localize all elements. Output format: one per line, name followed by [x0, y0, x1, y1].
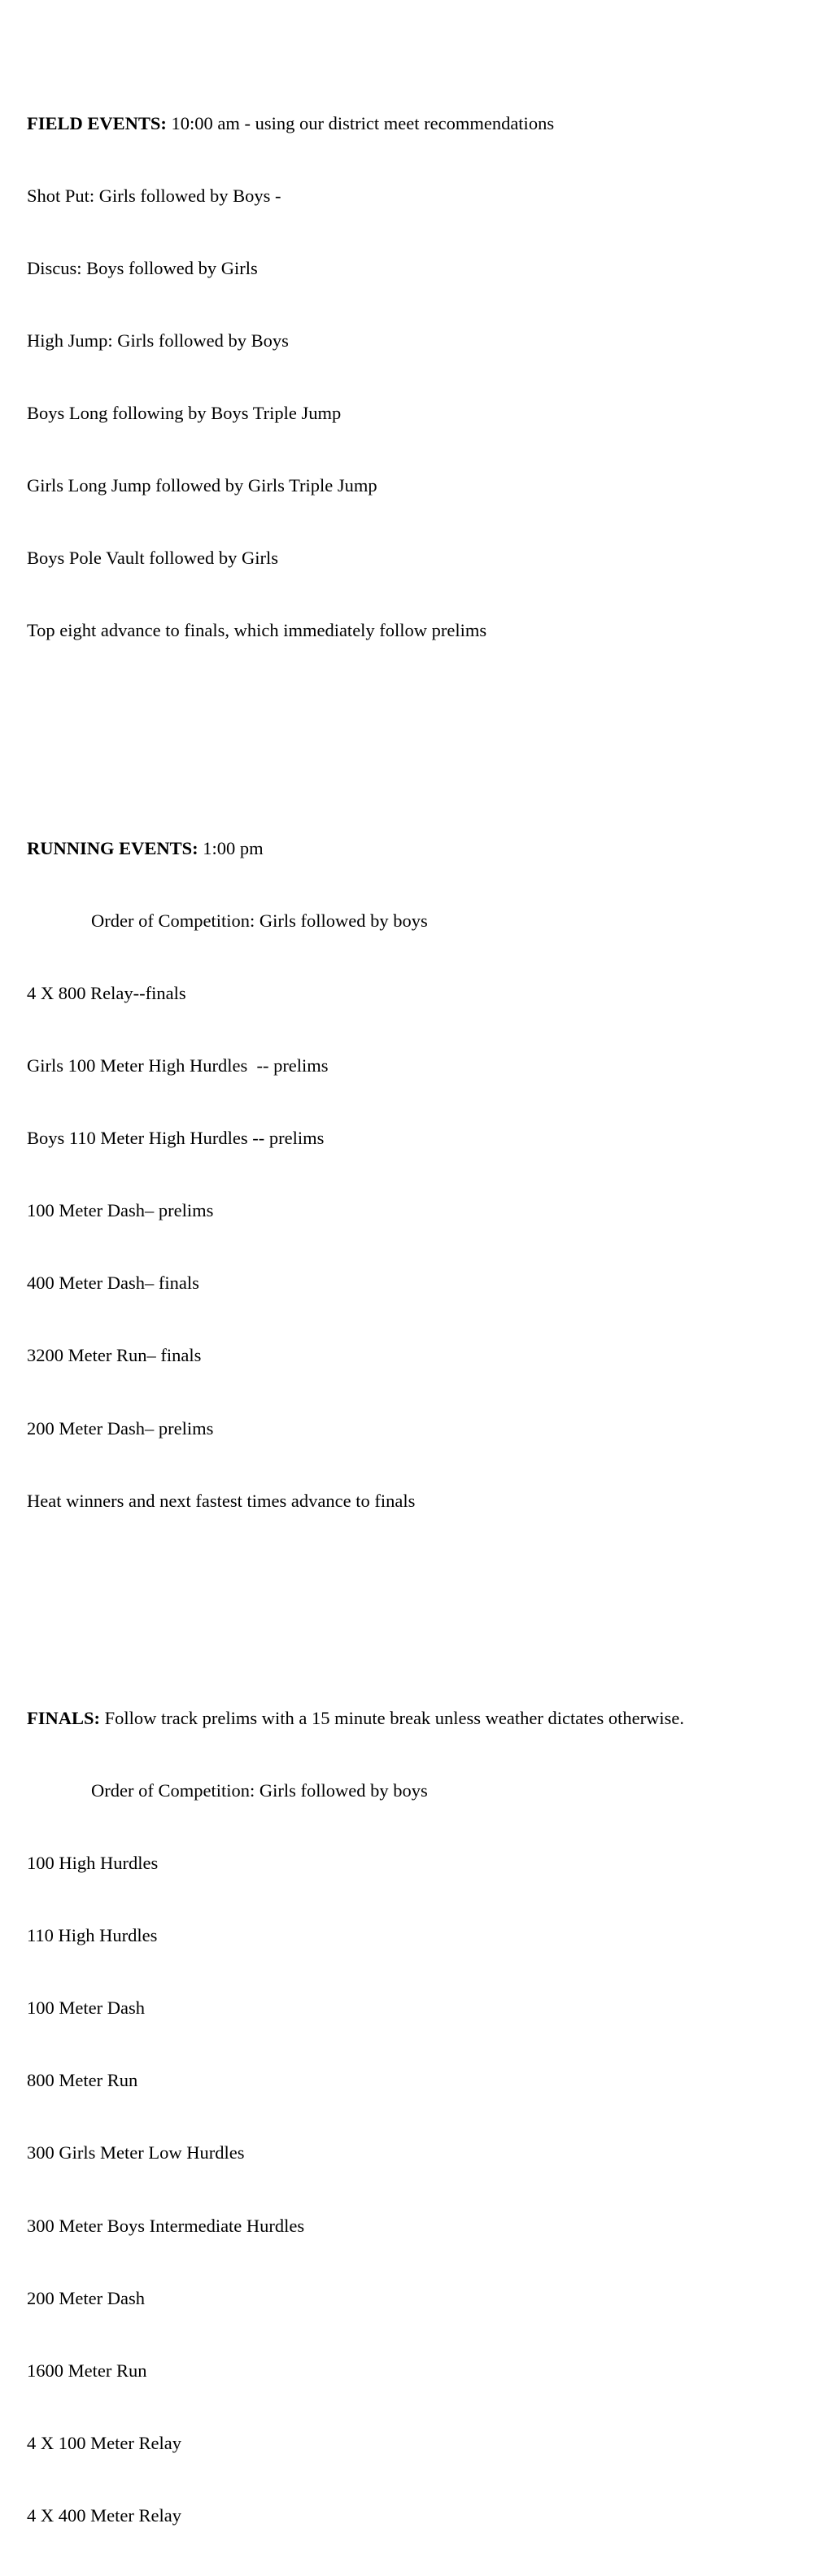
running-event-line: 100 Meter Dash– prelims	[27, 1200, 214, 1221]
running-event-line: 3200 Meter Run– finals	[27, 1345, 202, 1366]
finals-event-line: 4 X 100 Meter Relay	[27, 2432, 181, 2453]
section-spacer	[27, 715, 825, 740]
finals-event-line: 1600 Meter Run	[27, 2360, 147, 2381]
running-event-line: 4 X 800 Relay--finals	[27, 982, 186, 1003]
finals-event-line: 100 High Hurdles	[27, 1853, 159, 1874]
field-events-heading-text: 10:00 am - using our district meet recommendations	[166, 112, 555, 133]
finals-event-line: 300 Girls Meter Low Hurdles	[27, 2142, 245, 2163]
running-event-note: Heat winners and next fastest times advance to finals	[27, 1490, 416, 1511]
field-event-line: Girls Long Jump followed by Girls Triple Jump	[27, 475, 377, 496]
field-event-line: High Jump: Girls followed by Boys	[27, 330, 289, 351]
field-events-heading-line	[27, 111, 825, 136]
running-events-heading: RUNNING EVENTS:	[27, 837, 198, 858]
finals-event-line: 4 X 400 Meter Relay	[27, 2504, 181, 2526]
finals-heading: FINALS:	[27, 1707, 101, 1728]
field-events-heading: FIELD EVENTS:	[27, 112, 167, 133]
finals-event-line: 200 Meter Dash	[27, 2287, 145, 2308]
finals-event-line: 800 Meter Run	[27, 2070, 138, 2091]
field-event-line: Boys Long following by Boys Triple Jump	[27, 403, 342, 424]
field-event-line: Shot Put: Girls followed by Boys -	[27, 185, 281, 206]
finals-event-line: 300 Meter Boys Intermediate Hurdles	[27, 2215, 305, 2236]
running-event-line: 400 Meter Dash– finals	[27, 1273, 199, 1294]
running-order-of-competition: Order of Competition: Girls followed by boys	[91, 910, 428, 931]
field-event-note: Top eight advance to finals, which immediately follow prelims	[27, 620, 487, 641]
finals-order-of-competition: Order of Competition: Girls followed by boys	[91, 1780, 428, 1801]
finals-heading-line	[27, 1706, 825, 1731]
running-event-line: 200 Meter Dash– prelims	[27, 1417, 214, 1439]
section-spacer	[27, 1585, 825, 1609]
field-event-line: Discus: Boys followed by Girls	[27, 258, 258, 278]
finals-event-line: 110 High Hurdles	[27, 1925, 158, 1946]
finals-heading-text: Follow track prelims with a 15 minute break unless weather dictates otherwise.	[100, 1707, 684, 1728]
running-events-heading-line	[27, 836, 825, 861]
running-event-line: Boys 110 Meter High Hurdles -- prelims	[27, 1128, 325, 1149]
field-event-line: Boys Pole Vault followed by Girls	[27, 548, 278, 569]
running-events-heading-text: 1:00 pm	[198, 837, 264, 858]
running-event-line: Girls 100 Meter High Hurdles -- prelims	[27, 1055, 329, 1076]
document-body	[27, 15, 825, 2576]
finals-event-line: 100 Meter Dash	[27, 1997, 145, 2019]
